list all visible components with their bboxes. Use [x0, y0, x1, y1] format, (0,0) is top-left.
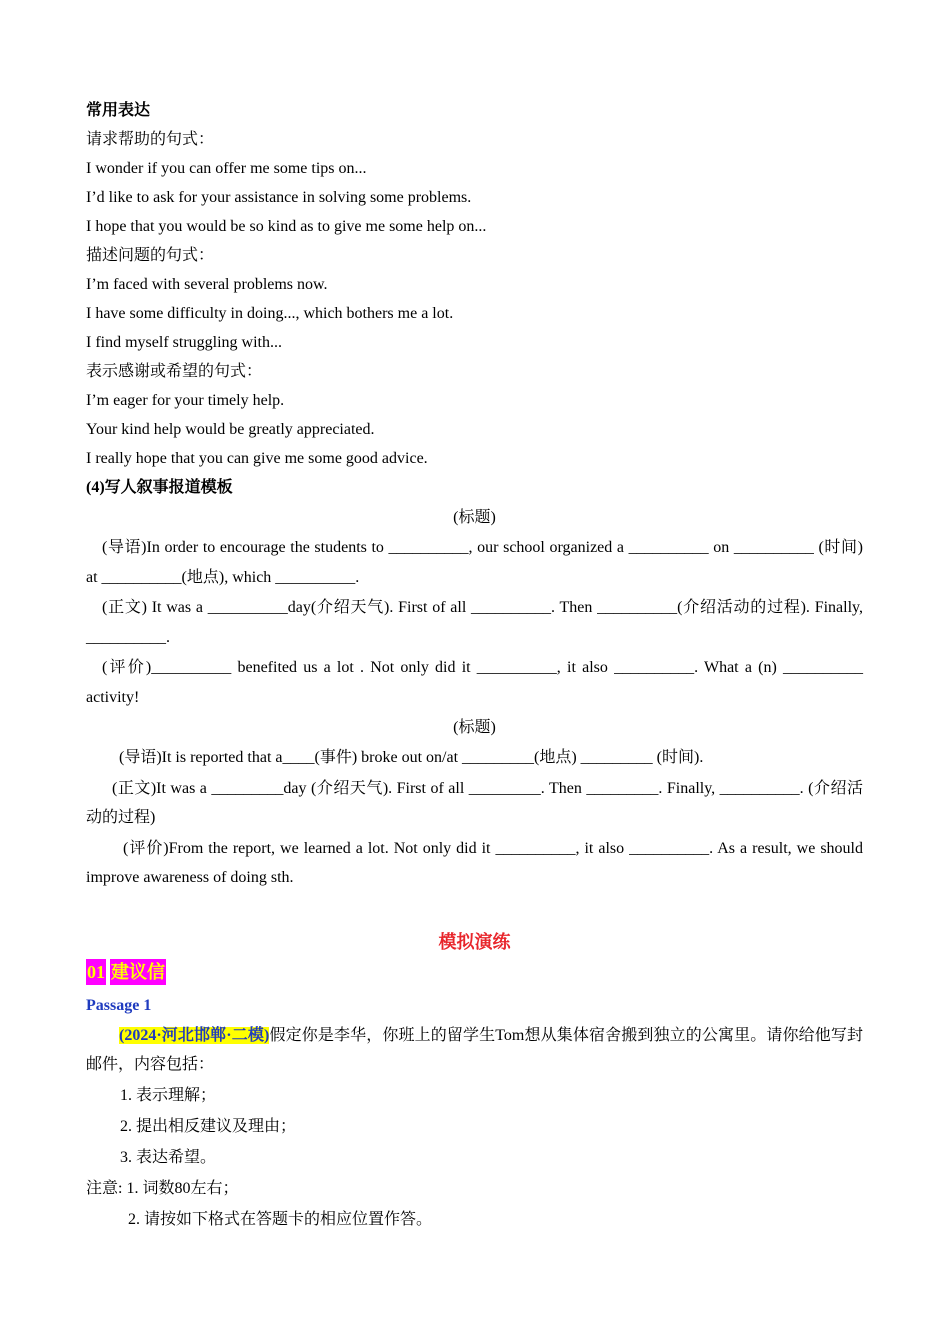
template-intro: (导语)In order to encourage the students to __________, our school organized a __________ on __________ (时间) at __________(地点), which __________. [86, 539, 863, 586]
problem-label: 描述问题的句式： [86, 247, 215, 264]
thanks-sentence: Your kind help would be greatly appreciated. [86, 421, 375, 438]
tag-number: 01 [86, 959, 106, 985]
prompt-paragraph [86, 1021, 863, 1080]
list-item: 3. 表达希望。 [120, 1148, 217, 1166]
problem-sentence: I have some difficulty in doing..., which bothers me a lot. [86, 305, 454, 322]
request-sentence: I wonder if you can offer me some tips on... [86, 160, 367, 177]
page-content [86, 96, 863, 1235]
request-sentence: I’d like to ask for your assistance in solving some problems. [86, 189, 472, 206]
passage-label: Passage 1 [86, 996, 152, 1014]
thanks-label: 表示感谢或希望的句式： [86, 363, 263, 380]
list-item: 2. 提出相反建议及理由； [120, 1117, 297, 1135]
section-title: 模拟演练 [438, 931, 511, 952]
template4-heading: (4)写人叙事报道模板 [86, 479, 233, 496]
note-line: 2. 请按如下格式在答题卡的相应位置作答。 [128, 1210, 433, 1228]
expressions-heading: 常用表达 [86, 102, 151, 119]
list-item: 1. 表示理解； [120, 1086, 217, 1104]
template-title: (标题) [453, 719, 496, 736]
source-highlight: (2024·河北邯郸·二模) [119, 1026, 270, 1044]
problem-sentence: I find myself struggling with... [86, 334, 282, 351]
note-line: 注意: 1. 词数80左右； [86, 1179, 239, 1197]
thanks-sentence: I’m eager for your timely help. [86, 392, 285, 409]
template-body: (正文)It was a _________day (介绍天气). First of all _________. Then _________. Finally, __________. (介绍活动的过程) [86, 779, 863, 826]
category-tag [86, 959, 863, 989]
template-intro: (导语)It is reported that a____(事件) broke out on/at _________(地点) _________ (时间). [119, 749, 704, 766]
problem-sentence: I’m faced with several problems now. [86, 276, 328, 293]
template-title: (标题) [453, 509, 496, 526]
request-label: 请求帮助的句式： [86, 131, 215, 148]
request-sentence: I hope that you would be so kind as to give me some help on... [86, 218, 487, 235]
template-comment: (评价)From the report, we learned a lot. Not only did it __________, it also __________. As a result, we should improve awareness of doing sth. [86, 839, 863, 886]
template-comment: (评价)__________ benefited us a lot . Not only did it __________, it also __________. What a (n) __________ activity! [86, 659, 863, 706]
template-body: (正文) It was a __________day(介绍天气). First of all __________. Then __________(介绍活动的过程). Finally, __________. [86, 599, 863, 646]
thanks-sentence: I really hope that you can give me some good advice. [86, 450, 428, 467]
tag-label: 建议信 [110, 959, 166, 985]
prompt-text: 假定你是李华，你班上的留学生Tom想从集体宿舍搬到独立的公寓里。请你给他写封邮件，内容包括： [86, 1026, 863, 1073]
